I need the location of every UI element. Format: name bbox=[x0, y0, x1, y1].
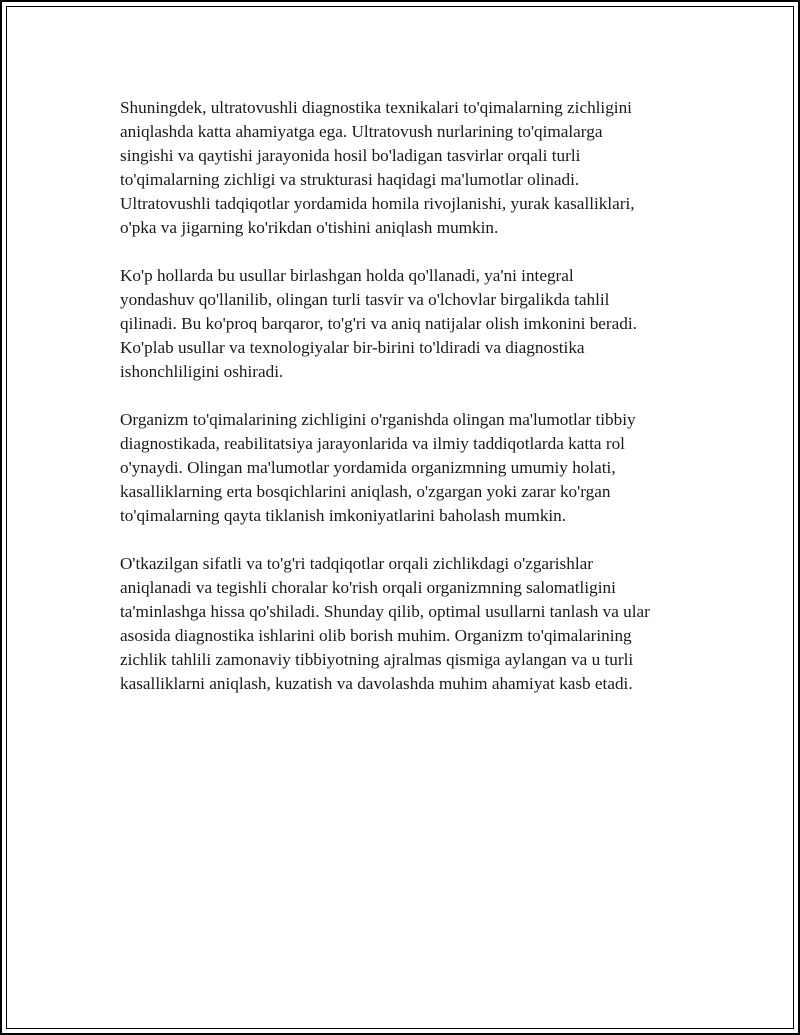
paragraph-diagnostic-value: Organizm to'qimalarining zichligini o'rganishda olingan ma'lumotlar tibbiy diagnostikada, reabilitatsiya jarayonlarida va ilmiy taddiqotlarda katta rol o'ynaydi. Olingan ma'lumotlar yordamida organizmning umumiy holati, kasalliklarning erta bosqichlarini aniqlash, o'zgargan yoki zarar ko'rgan to'qimalarning qayta tiklanish imkoniyatlarini baholash mumkin. bbox=[120, 410, 636, 525]
document-body bbox=[120, 96, 700, 720]
paragraph-conclusion: O'tkazilgan sifatli va to'g'ri tadqiqotlar orqali zichlikdagi o'zgarishlar aniqlanadi va tegishli choralar ko'rish orqali organizmning salomatligini ta'minlashga hissa qo'shiladi. Shunday qilib, optimal usullarni tanlash va ular asosida diagnostika ishlarini olib borish muhim. Organizm to'qimalarining zichlik tahlili zamonaviy tibbiyotning ajralmas qismiga aylangan va u turli kasalliklarni aniqlash, kuzatish va davolashda muhim ahamiyat kasb etadi. bbox=[120, 554, 650, 693]
paragraph-integrated-approach: Ko'p hollarda bu usullar birlashgan holda qo'llanadi, ya'ni integral yondashuv qo'llanilib, olingan turli tasvir va o'lchovlar birgalikda tahlil qilinadi. Bu ko'proq barqaror, to'g'ri va aniq natijalar olish imkonini beradi. Ko'plab usullar va texnologiyalar bir-birini to'ldiradi va diagnostika ishonchliligini oshiradi. bbox=[120, 266, 637, 381]
paragraph-ultrasound: Shuningdek, ultratovushli diagnostika texnikalari to'qimalarning zichligini aniqlashda katta ahamiyatga ega. Ultratovush nurlarining to'qimalarga singishi va qaytishi jarayonida hosil bo'ladigan tasvirlar orqali turli to'qimalarning zichligi va strukturasi haqidagi ma'lumotlar olinadi. Ultratovushli tadqiqotlar yordamida homila rivojlanishi, yurak kasalliklari, o'pka va jigarning ko'rikdan o'tishini aniqlash mumkin. bbox=[120, 98, 635, 237]
